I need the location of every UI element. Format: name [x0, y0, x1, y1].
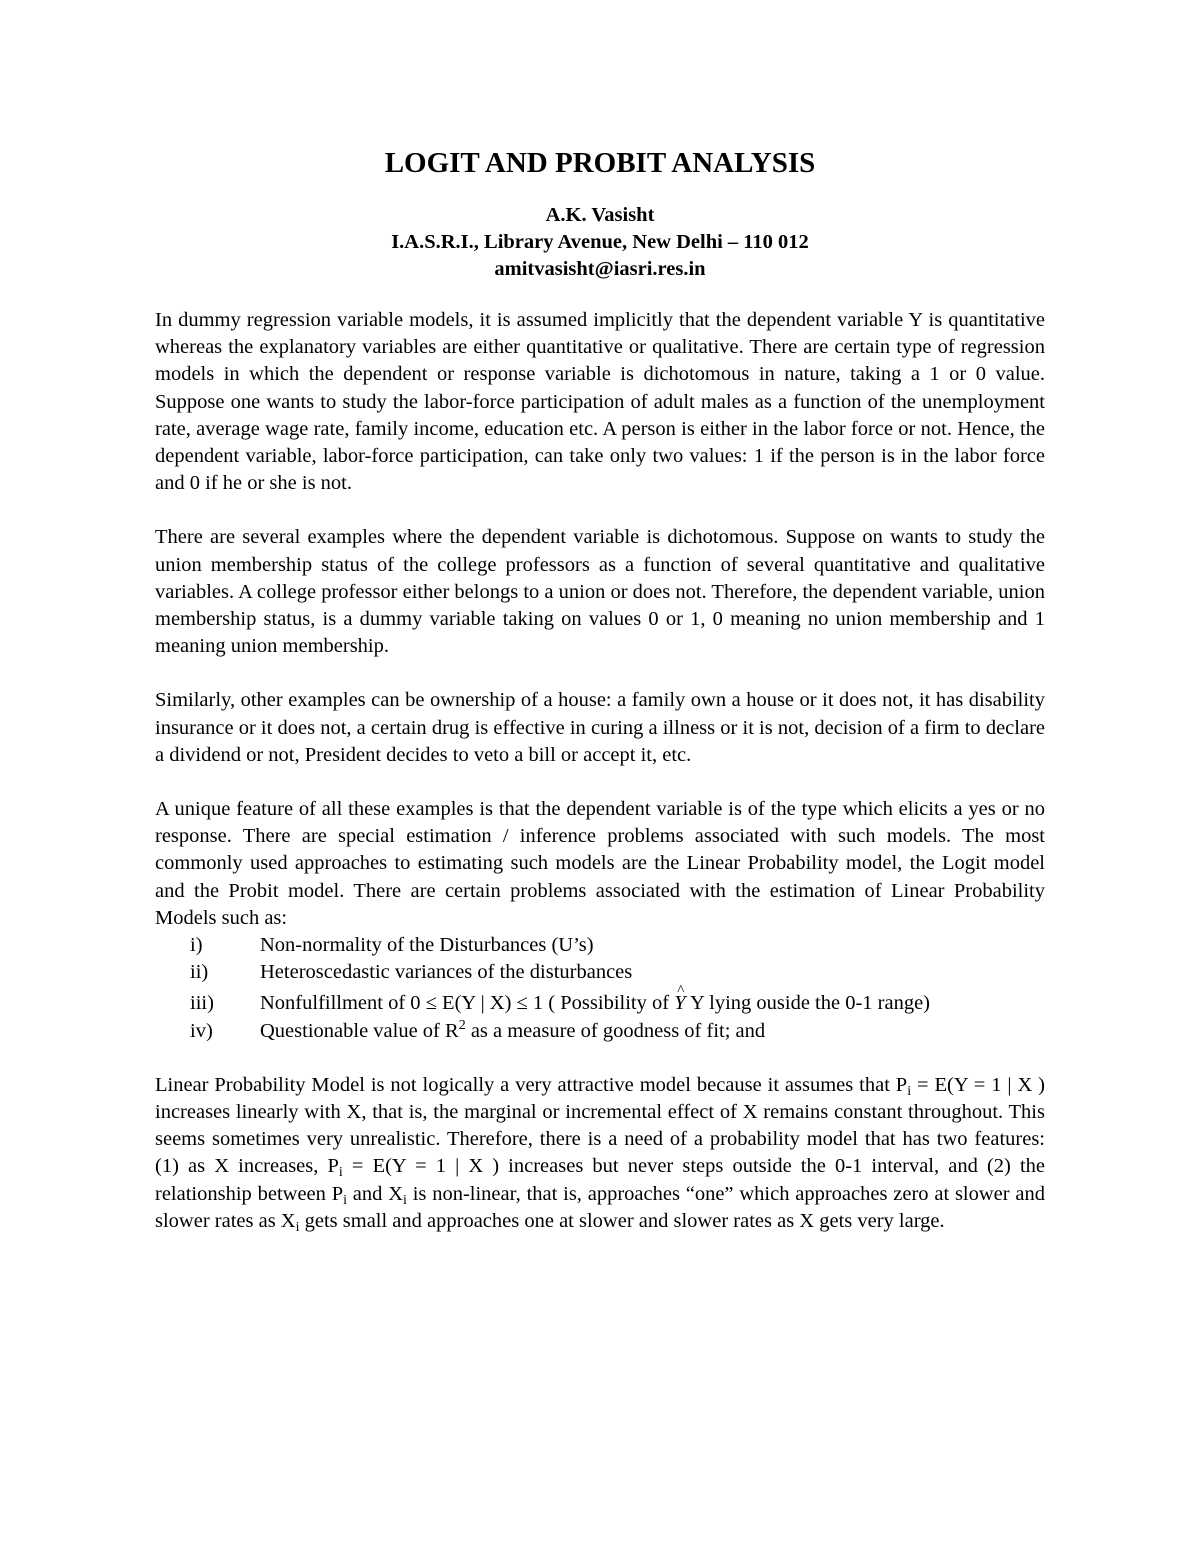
list-item-text: Non-normality of the Disturbances (U’s)	[260, 934, 594, 957]
list-item-text-part: Nonfulfillment of 0 ≤ E(Y | X) ≤ 1 ( Possibility of	[260, 992, 675, 1015]
list-item-text-part: as a measure of goodness of fit; and	[465, 1019, 766, 1042]
subscript-i: i	[338, 1165, 343, 1181]
list-item	[155, 990, 1045, 1017]
y-hat-symbol: ^ Y	[674, 990, 685, 1017]
paragraph-linear-probability	[155, 1072, 1045, 1235]
author-email: amitvasisht@iasri.res.in	[494, 258, 706, 280]
problems-list	[155, 932, 1045, 1045]
author-affiliation: I.A.S.R.I., Library Avenue, New Delhi – 110 012	[391, 231, 809, 253]
subscript-i: i	[907, 1083, 912, 1099]
superscript-2: 2	[458, 1017, 466, 1033]
list-item-text-part: Y lying ouside the 0-1 range)	[685, 992, 931, 1015]
author-block	[155, 202, 1045, 283]
list-item-number: iii)	[190, 992, 214, 1015]
list-item-text: Heteroscedastic variances of the disturbances	[260, 961, 633, 984]
list-item	[155, 932, 1045, 959]
list-item	[155, 959, 1045, 986]
list-item-number: iv)	[190, 1019, 213, 1042]
list-item-text	[260, 1018, 1045, 1045]
subscript-i: i	[295, 1219, 300, 1235]
text-part: = E(Y = 1 | X ) increases but never steps outside the 0-1 interval, and (2) the relationship between P	[155, 1155, 1046, 1205]
paragraph-intro: In dummy regression variable models, it is assumed implicitly that the dependent variable Y is quantitative whereas the explanatory variables are either quantitative or qualitative. There are certain type of regression models in which the dependent or response variable is dichotomous in nature, taking a 1 or 0 value. Suppose one wants to study the labor-force participation of adult males as a function of the unemployment rate, average wage rate, family income, education etc. A person is either in the labor force or not. Hence, the dependent variable, labor-force participation, can take only two values: 1 if the person is in the labor force and 0 if he or she is not.	[155, 309, 1045, 495]
text-part: gets small and approaches one at slower and slower rates as X gets very large.	[299, 1209, 945, 1232]
text-part: and X	[347, 1182, 404, 1205]
subscript-i: i	[343, 1192, 347, 1208]
paragraph-other-examples: Similarly, other examples can be ownership of a house: a family own a house or it does not, it has disability insurance or it does not, a certain drug is effective in curing a illness or it is not, decision of a firm to declare a dividend or not, President decides to veto a bill or accept it, etc.	[155, 689, 1045, 766]
list-item-number: ii)	[190, 961, 209, 984]
document-title: LOGIT AND PROBIT ANALYSIS	[384, 147, 816, 179]
list-item	[155, 1018, 1045, 1045]
list-item-text	[260, 990, 1045, 1017]
text-part: is non-linear, that is, approaches “one” which approaches zero at slower and slower rates as X	[155, 1182, 1046, 1232]
paragraph-union-example: There are several examples where the dependent variable is dichotomous. Suppose on wants to study the union membership status of the college professors as a function of several quantitative and qualitative variables. A college professor either belongs to a union or does not. Therefore, the dependent variable, union membership status, is a dummy variable taking on values 0 or 1, 0 meaning no union membership and 1 meaning union membership.	[155, 526, 1045, 658]
text-part: Linear Probability Model is not logically a very attractive model because it assumes that P	[155, 1073, 908, 1096]
list-item-text-part: Questionable value of R	[260, 1019, 459, 1042]
author-name: A.K. Vasisht	[545, 204, 655, 226]
subscript-i: i	[403, 1192, 407, 1208]
paragraph-unique-feature: A unique feature of all these examples is that the dependent variable is of the type which elicits a yes or no response. There are special estimation / inference problems associated with such models. The most commonly used approaches to estimating such models are the Linear Probability model, the Logit model and the Probit model. There are certain problems associated with the estimation of Linear Probability Models such as:	[155, 798, 1045, 929]
text-part: = E(Y = 1 | X ) increases linearly with X, that is, the marginal or incremental effect of X remains constant throughout. This seems sometimes very unrealistic. Therefore, there is a need of a probability model that has two features: (1) as X increases, P	[155, 1073, 1045, 1178]
list-item-number: i)	[190, 934, 203, 957]
